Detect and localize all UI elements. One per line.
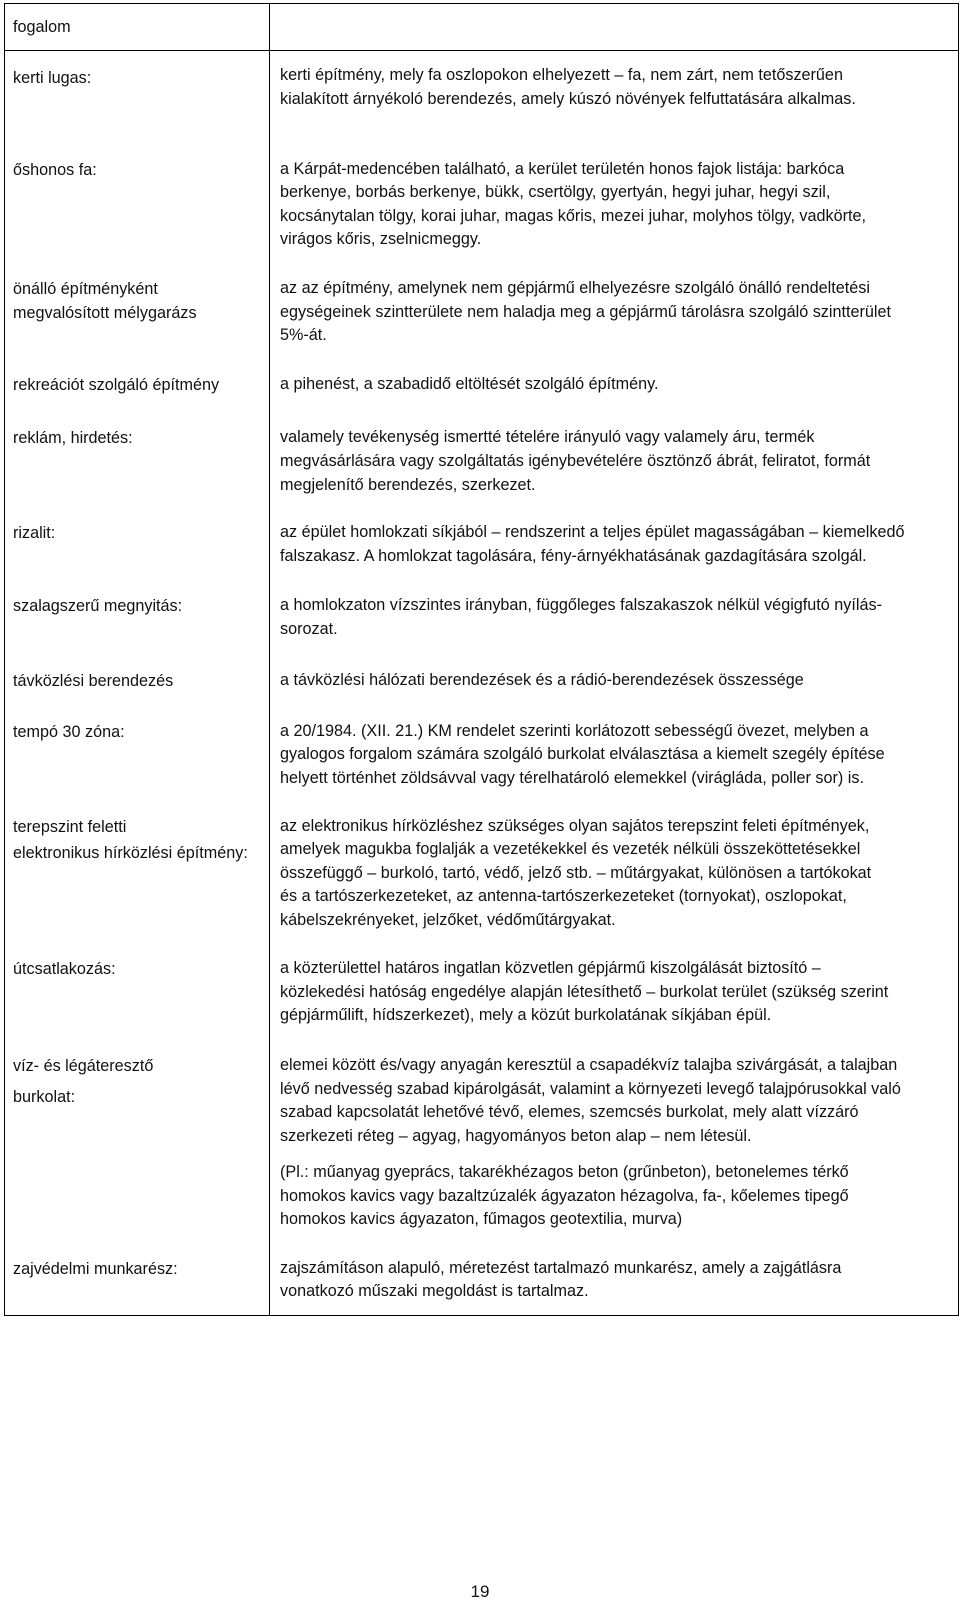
- def-melygarazs-line2: egységeinek szintterülete nem haladja meg a gépjármű tárolásra szolgáló szintterület: [280, 303, 891, 321]
- term-rizalit: rizalit:: [13, 524, 56, 542]
- term-zajvedelmi-munkaresz: zajvédelmi munkarész:: [13, 1260, 178, 1278]
- term-viz-legatereszto-line2: burkolat:: [13, 1088, 76, 1106]
- def-tempo-30-line2: gyalogos forgalom számára szolgáló burkolat elválasztása a kiemelt szegély építése: [280, 745, 885, 763]
- term-onallo-melygarazs-line1: önálló építményként: [13, 280, 158, 298]
- def-kerti-lugas-line2: kialakított árnyékoló berendezés, amely kúszó növények felfuttatására alkalmas.: [280, 90, 856, 108]
- term-kerti-lugas: kerti lugas:: [13, 69, 92, 87]
- def-hirkozlesi-line5: kábelszekrényeket, jelzőket, védőműtárgyakat.: [280, 911, 616, 929]
- def-utcsatlakozas-line2: közlekedési hatóság engedélye alapján létesíthető – burkolat terület (szükség szerint: [280, 983, 889, 1001]
- def-szalagszeru-line1: a homlokzaton vízszintes irányban, függőleges falszakaszok nélkül végigfutó nyílás-: [280, 596, 882, 614]
- table-header-row: [5, 4, 959, 51]
- def-oshonos-fa-line2: berkenye, borbás berkenye, bükk, csertölgy, gyertyán, hegyi juhar, hegyi szil,: [280, 183, 831, 201]
- def-burkolat-example-line2: homokos kavics vagy bazaltzúzalék ágyazaton hézagolva, fa-, kőelemes tipegő: [280, 1187, 849, 1205]
- term-rekreacio: rekreációt szolgáló építmény: [13, 376, 220, 394]
- def-reklam-line3: megjelenítő berendezés, szerkezet.: [280, 476, 536, 494]
- def-burkolat-line3: szabad kapcsolatát lehetővé tévő, elemes, szemcsés burkolat, mely alatt vízzáró: [280, 1103, 859, 1121]
- def-hirkozlesi-line1: az elektronikus hírközléshez szükséges olyan sajátos terepszint feleti építmények,: [280, 817, 870, 835]
- term-reklam: reklám, hirdetés:: [13, 429, 133, 447]
- glossary-table: [4, 3, 959, 1316]
- term-oshonos-fa: őshonos fa:: [13, 161, 97, 179]
- term-tavkozlesi-berendezes: távközlési berendezés: [13, 672, 174, 690]
- page-number: 19: [470, 1582, 490, 1601]
- header-term-cell: [5, 4, 270, 51]
- def-burkolat-line2: lévő nedvesség szabad kipárolgását, valamint a környezeti levegő talajpórusokkal való: [280, 1080, 901, 1098]
- def-hirkozlesi-line2: amelyek magukba foglalják a vezetékekkel és vezeték nélküli összeköttetésekkel: [280, 840, 861, 858]
- def-burkolat-line4: szerkezeti réteg – agyag, hagyományos beton alap – nem létesül.: [280, 1127, 752, 1145]
- def-oshonos-fa-line3: kocsánytalan tölgy, korai juhar, magas kőris, mezei juhar, molyhos tölgy, vadkörte,: [280, 207, 867, 225]
- def-utcsatlakozas-line1: a közterülettel határos ingatlan közvetlen gépjármű kiszolgálását biztosító –: [280, 959, 821, 977]
- def-zajvedelmi-line2: vonatkozó műszaki megoldást is tartalmaz.: [280, 1282, 589, 1300]
- def-burkolat-example-line3: homokos kavics ágyazaton, fűmagos geotextilia, murva): [280, 1210, 683, 1228]
- header-definition-cell: [270, 4, 959, 51]
- def-hirkozlesi-line3: összefüggő – burkoló, tartó, védő, jelző stb. – műtárgyakat, különösen a tartókokat: [280, 864, 872, 882]
- def-tempo-30-line3: helyett történhet zöldsávval vagy térelhatároló elemekkel (virágláda, poller sor) is.: [280, 769, 864, 787]
- term-szalagszeru-megnyitas: szalagszerű megnyitás:: [13, 597, 183, 615]
- def-rizalit-line1: az épület homlokzati síkjából – rendszerint a teljes épület magasságában – kiemelkedő: [280, 523, 905, 541]
- def-szalagszeru-line2: sorozat.: [280, 620, 338, 638]
- def-oshonos-fa-line1: a Kárpát-medencében található, a kerület területén honos fajok listája: barkóca: [280, 160, 845, 178]
- def-hirkozlesi-line4: és a tartószerkezeteket, az antenna-tartószerkezeteket (tornyokat), oszlopokat,: [280, 887, 847, 905]
- term-viz-legatereszto-line1: víz- és légáteresztő: [13, 1057, 154, 1075]
- def-zajvedelmi-line1: zajszámításon alapuló, méretezést tartalmazó munkarész, amely a zajgátlásra: [280, 1259, 842, 1277]
- def-utcsatlakozas-line3: gépjárműlift, hídszerkezet), mely a közút burkolatának síkjában épül.: [280, 1006, 772, 1024]
- def-melygarazs-line3: 5%-át.: [280, 326, 327, 344]
- def-rizalit-line2: falszakasz. A homlokzat tagolására, fény-árnyékhatásának gazdagítására szolgál.: [280, 547, 867, 565]
- def-burkolat-line1: elemei között és/vagy anyagán keresztül a csapadékvíz talajba szivárgását, a talajban: [280, 1056, 898, 1074]
- def-tempo-30-line1: a 20/1984. (XII. 21.) KM rendelet szerinti korlátozott sebességű övezet, melyben a: [280, 722, 869, 740]
- def-rekreacio: a pihenést, a szabadidő eltöltését szolgáló építmény.: [280, 375, 659, 393]
- header-term-label: fogalom: [13, 18, 71, 36]
- def-reklam-line2: megvásárlására vagy szolgáltatás igénybevételére ösztönző ábrát, feliratot, formát: [280, 452, 871, 470]
- def-kerti-lugas-line1: kerti építmény, mely fa oszlopokon elhelyezett – fa, nem zárt, nem tetőszerűen: [280, 66, 843, 84]
- def-tavkozlesi: a távközlési hálózati berendezések és a rádió-berendezések összessége: [280, 671, 804, 689]
- term-hirkozlesi-epitmeny-line1: terepszint feletti: [13, 818, 127, 836]
- glossary-body-row: [5, 51, 959, 1316]
- def-burkolat-example-line1: (Pl.: műanyag gyeprács, takarékhézagos beton (grűnbeton), betonelemes térkő: [280, 1163, 849, 1181]
- definitions-cell: [270, 51, 959, 1316]
- term-hirkozlesi-epitmeny-line2: elektronikus hírközlési építmény:: [13, 844, 248, 862]
- def-melygarazs-line1: az az építmény, amelynek nem gépjármű elhelyezésre szolgáló önálló rendeltetési: [280, 279, 870, 297]
- def-reklam-line1: valamely tevékenység ismertté tételére irányuló vagy valamely áru, termék: [280, 428, 815, 446]
- def-oshonos-fa-line4: virágos kőris, zselnicmeggy.: [280, 230, 482, 248]
- term-utcsatlakozas: útcsatlakozás:: [13, 960, 116, 978]
- term-tempo-30-zona: tempó 30 zóna:: [13, 723, 125, 741]
- terms-cell: [5, 51, 270, 1316]
- term-onallo-melygarazs-line2: megvalósított mélygarázs: [13, 304, 197, 322]
